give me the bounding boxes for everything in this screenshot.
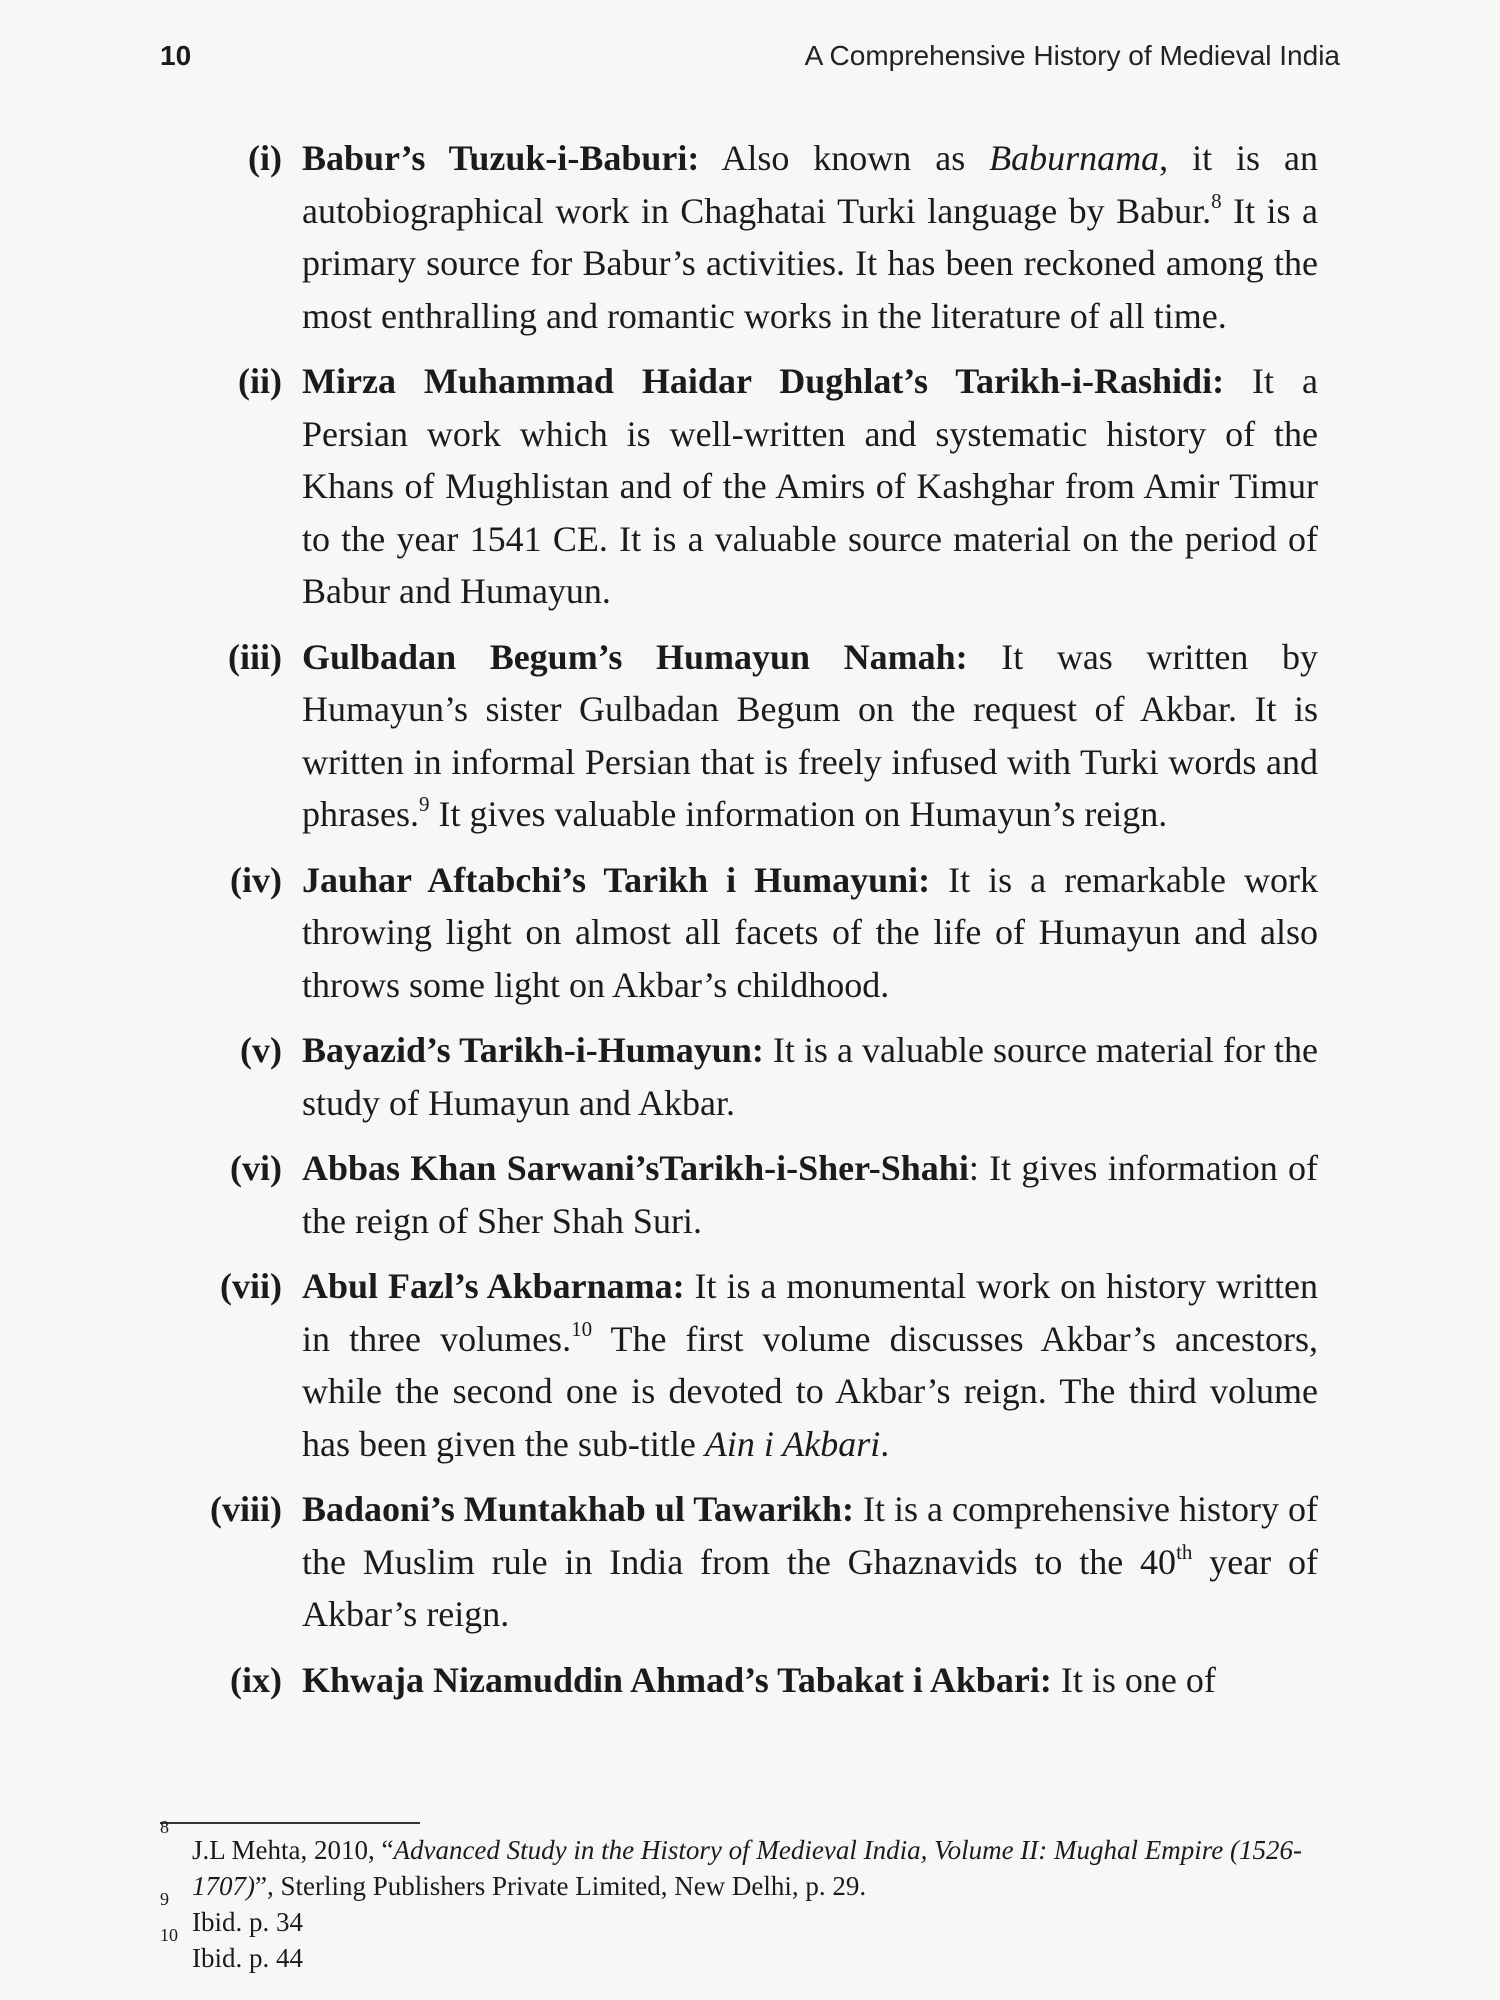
footnote-ref[interactable]: 10	[571, 1316, 593, 1341]
item-title: Badaoni’s Muntakhab ul Tawarikh:	[302, 1489, 854, 1529]
item-text: Badaoni’s Muntakhab ul Tawarikh: It is a comprehensive history of the Muslim rule in India from the Ghaznavids to the 40th year of Akbar’s reign.	[302, 1489, 1319, 1634]
item-number: (iv)	[230, 859, 282, 900]
list-item	[0, 1142, 1500, 1247]
sources-list	[0, 132, 1500, 1719]
item-number: (vi)	[230, 1148, 282, 1188]
item-text: Abul Fazl’s Akbarnama: It is a monumental work on history written in three volumes.$^{10}$ The first volume discusses Akbar’s ancestors, while the second one is devoted to Akbar’s reign. The third volume has been given the sub-title Ain i Akbari.	[302, 1266, 1318, 1464]
footnote-text: J.L Mehta, 2010, “Advanced Study in the History of Medieval India, Volume II: Mughal Empire (1526-1707)”, Sterling Publishers Private Limited, New Delhi, p. 29.	[192, 1835, 1302, 1901]
item-text: Abbas Khan Sarwani’sTarikh-i-Sher-Shahi: It gives information of the reign of Sher Shah Suri.	[302, 1148, 1318, 1241]
footnote-text: Ibid. p. 34	[192, 1907, 303, 1937]
item-text: Bayazid’s Tarikh-i-Humayun: It is a valuable source material for the study of Humayun and Akbar.	[302, 1030, 1318, 1123]
footnote-ref[interactable]: 9	[418, 792, 430, 816]
footnote: 10 Ibid. p. 44	[160, 1925, 303, 1973]
item-number: (i)	[248, 138, 282, 178]
list-item	[0, 132, 1500, 342]
item-title: Jauhar Aftabchi’s Tarikh i Humayuni:	[302, 859, 931, 900]
page-number: 10	[160, 40, 192, 71]
ordinal-suffix: th	[1176, 1539, 1193, 1564]
list-item	[0, 1260, 1500, 1470]
item-number: (v)	[240, 1030, 282, 1070]
footnotes	[160, 1817, 1330, 1976]
running-title: A Comprehensive History of Medieval India	[804, 40, 1340, 71]
item-text: Mirza Muhammad Haidar Dughlat’s Tarikh-i-Rashidi: It a Persian work which is well-written and systematic history of the Khans of Mughlistan and of the Amirs of Kashghar from Amir Timur to the year 1541 CE. It is a valuable source material on the period of Babur and Humayun.	[302, 361, 1319, 611]
footnote-ref[interactable]: 8	[1211, 188, 1222, 213]
work-title: Baburnama	[989, 138, 1160, 178]
page-header	[160, 40, 1340, 80]
item-text: Jauhar Aftabchi’s Tarikh i Humayuni: It is a remarkable work throwing light on almost all facets of the life of Humayun and also throws some light on Akbar’s childhood.	[302, 859, 1318, 1005]
item-title: Khwaja Nizamuddin Ahmad’s Tabakat i Akbari:	[302, 1659, 1052, 1700]
item-title: Mirza Muhammad Haidar Dughlat’s Tarikh-i-Rashidi:	[302, 361, 1225, 401]
list-item	[0, 1654, 1500, 1707]
item-text: Babur’s Tuzuk-i-Baburi: Also known as Baburnama, it is an autobiographical work in Chaghatai Turki language by Babur.$^8$ It is a primary source for Babur’s activities. It has been reckoned among the most enthralling and romantic works in the literature of all time.	[302, 138, 1319, 336]
footnote: 9 Ibid. p. 34	[160, 1889, 303, 1937]
item-text: Gulbadan Begum’s Humayun Namah: It was written by Humayun’s sister Gulbadan Begum on the request of Akbar. It is written in informal Persian that is freely infused with Turki words and phrases.$^9$ It gives valuable information on Humayun’s reign.	[302, 636, 1318, 834]
footnote-divider	[160, 1822, 420, 1824]
item-number: (ii)	[238, 361, 282, 401]
item-title: Babur’s Tuzuk-i-Baburi:	[302, 138, 700, 178]
item-number: (iii)	[228, 636, 282, 677]
footnote: 8 J.L Mehta, 2010, “Advanced Study in the History of Medieval India, Volume II: Mughal Empire (1526-1707)”, Sterling Publishers Private Limited, New Delhi, p. 29.	[160, 1817, 1302, 1901]
item-number: (vii)	[220, 1266, 282, 1306]
item-title: Abbas Khan Sarwani’sTarikh-i-Sher-Shahi	[302, 1148, 969, 1188]
item-title: Abul Fazl’s Akbarnama:	[302, 1266, 685, 1306]
book-title: Advanced Study in the History of Medieval India, Volume II: Mughal Empire (1526-1707)	[192, 1835, 1302, 1901]
item-text: Khwaja Nizamuddin Ahmad’s Tabakat i Akbari: It is one of	[302, 1659, 1216, 1700]
list-item	[0, 1483, 1500, 1641]
work-title: Ain i Akbari	[704, 1423, 881, 1464]
item-title: Bayazid’s Tarikh-i-Humayun:	[302, 1030, 764, 1070]
list-item	[0, 854, 1500, 1012]
item-number: (ix)	[230, 1659, 282, 1700]
list-item	[0, 1024, 1500, 1129]
item-title: Gulbadan Begum’s Humayun Namah:	[302, 636, 968, 677]
item-number: (viii)	[210, 1489, 282, 1529]
list-item	[0, 631, 1500, 841]
list-item	[0, 355, 1500, 618]
footnote-text: Ibid. p. 44	[192, 1943, 303, 1973]
